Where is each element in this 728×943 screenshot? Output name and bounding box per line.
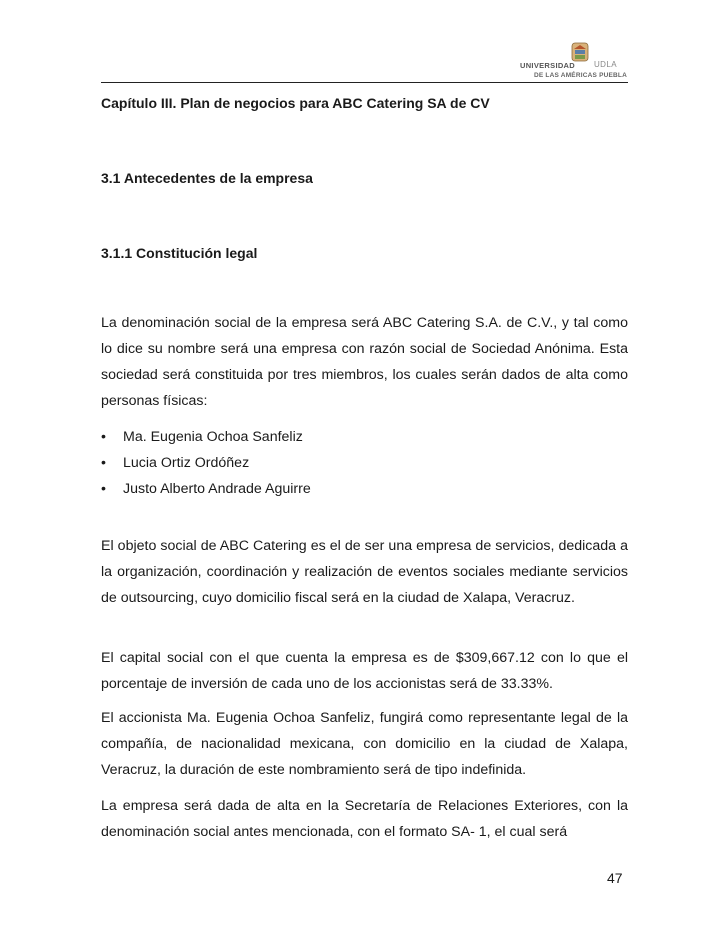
paragraph-representante: El accionista Ma. Eugenia Ochoa Sanfeliz, fungirá como representante legal de la compañía, de nacionalidad mexicana, con domicilio en la ciudad de Xalapa, Veracruz, la duración de este nombramiento será de tipo indefinida. [101, 710, 628, 778]
members-list [101, 424, 311, 502]
section-heading: 3.1 Antecedentes de la empresa [101, 170, 313, 186]
university-logo [520, 41, 648, 81]
paragraph-alta-sre: La empresa será dada de alta en la Secretaría de Relaciones Exteriores, con la denominación social antes mencionada, con el formato SA- 1, el cual será [101, 798, 628, 840]
member-name: Lucia Ortiz Ordóñez [123, 455, 250, 471]
bullet-icon: • [101, 429, 106, 445]
logo-subtitle-text: DE LAS AMÉRICAS PUEBLA [534, 72, 627, 79]
list-item [101, 450, 311, 476]
list-item [101, 476, 311, 502]
list-item [101, 424, 311, 450]
member-name: Ma. Eugenia Ochoa Sanfeliz [123, 429, 303, 445]
header-divider [101, 82, 628, 83]
page-number: 47 [607, 870, 623, 886]
paragraph-capital-social: El capital social con el que cuenta la empresa es de $309,667.12 con lo que el porcentaje de inversión de cada uno de los accionistas será de 33.33%. [101, 650, 628, 692]
chapter-title: Capítulo III. Plan de negocios para ABC Catering SA de CV [101, 95, 490, 111]
logo-university-text: UNIVERSIDAD [520, 61, 575, 70]
paragraph-denominacion: La denominación social de la empresa será ABC Catering S.A. de C.V., y tal como lo dice su nombre será una empresa con razón social de Sociedad Anónima. Esta sociedad será constituida por tres miembros, los cuales serán dados de alta como personas físicas: [101, 315, 628, 409]
member-name: Justo Alberto Andrade Aguirre [123, 481, 311, 497]
subsection-heading: 3.1.1 Constitución legal [101, 245, 258, 261]
paragraph-objeto-social: El objeto social de ABC Catering es el de ser una empresa de servicios, dedicada a la organización, coordinación y realización de eventos sociales mediante servicios de outsourcing, cuyo domicilio fiscal será en la ciudad de Xalapa, Veracruz. [101, 538, 628, 606]
logo-brand-text: UDLA [594, 60, 617, 69]
bullet-icon: • [101, 481, 106, 497]
bullet-icon: • [101, 455, 106, 471]
